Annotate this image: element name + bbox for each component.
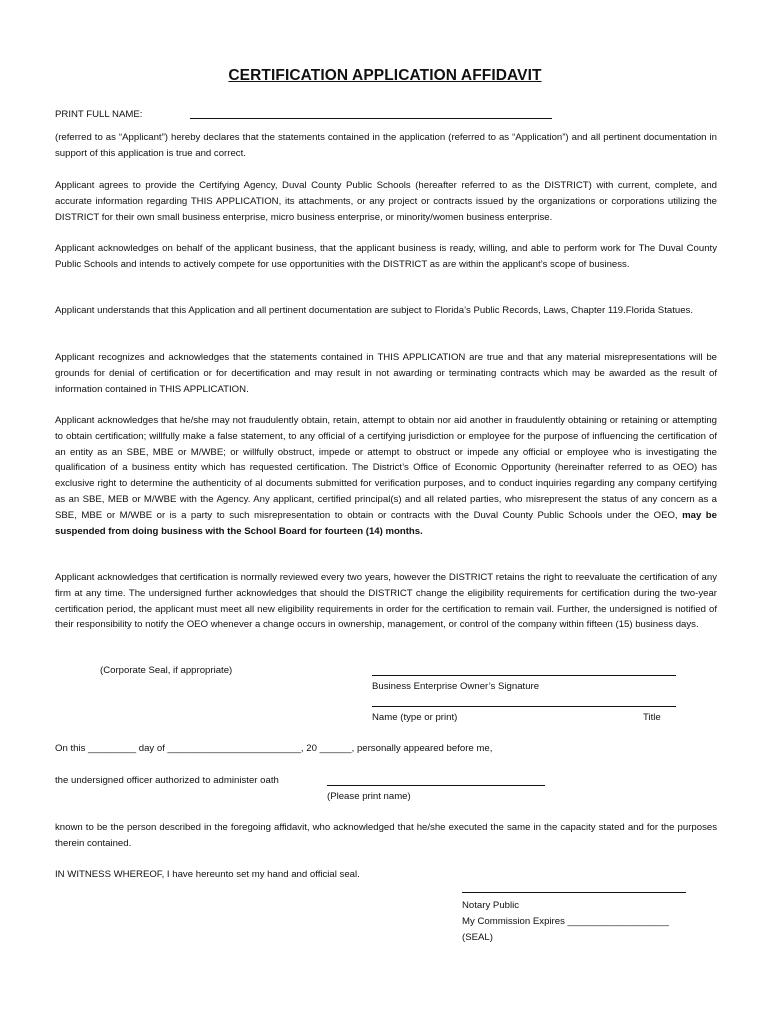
name-type-print-label: Name (type or print) [372, 712, 458, 723]
owner-signature-label: Business Enterprise Owner’s Signature [372, 681, 540, 692]
print-full-name-label: PRINT FULL NAME: [55, 109, 143, 120]
paragraph-review: Applicant acknowledges that certification is normally reviewed every two years, however the DISTRICT retains the right to reevaluate the certification of any firm at any time. The undersigned further acknowledges that should the DISTRICT change the eligibility requirements for certification during the two-year certification period, the applicant must meet all new eligibility requirements in order for the certification to remain vail. Further, the undersigned is notified of their responsibility to notify the OEO whenever a change occurs in ownership, management, or control of the company within fifteen (15) business days. [55, 572, 717, 631]
paragraph-known: known to be the person described in the foregoing affidavit, who acknowledged that he/she executed the same in the capacity stated and for the purposes therein contained. [55, 822, 717, 849]
on-this-day-line: On this _________ day of _________________________, 20 ______, personally appeared before me, [55, 743, 493, 754]
paragraph-misrepresentation: Applicant recognizes and acknowledges that the statements contained in THIS APPLICATION are true and that any material misrepresentations will be grounds for denial of certification or for decertification and may result in not awarding or terminating contracts which may be awarded as the result of information contained in THIS APPLICATION. [55, 352, 717, 395]
paragraph-fraud [55, 413, 717, 539]
seal-label: (SEAL) [462, 932, 493, 943]
name-title-line [372, 706, 676, 707]
officer-label: the undersigned officer authorized to administer oath [55, 775, 279, 786]
officer-name-line [327, 785, 545, 786]
paragraph-agreement: Applicant agrees to provide the Certifying Agency, Duval County Public Schools (hereafter referred to as the DISTRICT) with current, complete, and accurate information regarding THIS APPLICATION, its attachments, or any project or contracts issued by the organizations or corporations utilizing the DISTRICT for their own small business enterprise, micro business enterprise, or minority/women business enterprise. [55, 180, 717, 223]
witness-statement: IN WITNESS WHEREOF, I have hereunto set my hand and official seal. [55, 869, 360, 880]
notary-signature-line [462, 892, 686, 893]
paragraph-acknowledgement-business: Applicant acknowledges on behalf of the applicant business, that the applicant business is ready, willing, and able to perform work for The Duval County Public Schools and intends to actively compete for use opportunities with the DISTRICT as are within the applicant’s scope of business. [55, 243, 717, 270]
suspension-notice: may be suspended from doing business with the School Board for fourteen (14) months. [55, 509, 717, 537]
fraud-text: Applicant acknowledges that he/she may not fraudulently obtain, retain, attempt to obtain nor aid another in fraudulently obtaining or retaining or attempting to obtain certification; willfully make a false statement, to any official of a certifying jurisdiction or employee for the purpose of influencing the certification of an entity as an SBE, MBE or M/WBE; or willfully obstruct, impede or attempt to obstruct or impede any official or employee who is investigating the qualification of a business entity which has requested certification. The District’s Office of Economic Opportunity (hereinafter referred to as OEO) has exclusive right to determine the authenticity of al documents submitted for verification purposes, and to conduct inquiries regarding any company certifying as an SBE, MEB or M/WBE with the Agency. Any applicant, certified principal(s) and all related parties, who misrepresent the status of any concern as a SBE, MBE or M/WBE or is a party to such misrepresentation to obtain or contracts with the Duval County Public Schools under the OEO, [55, 415, 717, 521]
corporate-seal-label: (Corporate Seal, if appropriate) [100, 665, 233, 676]
owner-signature-line [372, 675, 676, 676]
commission-expires-label: My Commission Expires ___________________ [462, 916, 669, 927]
paragraph-public-records: Applicant understands that this Application and all pertinent documentation are subject to Florida’s Public Records, Laws, Chapter 119.Florida Statues. [55, 305, 693, 316]
paragraph-applicant-declaration: (referred to as “Applicant”) hereby declares that the statements contained in the application (referred to as “Application”) and all pertinent documentation in support of this application is true and correct. [55, 132, 717, 159]
print-full-name-line [190, 118, 552, 119]
please-print-name-label: (Please print name) [327, 791, 411, 802]
notary-public-label: Notary Public [462, 900, 520, 911]
document-title: CERTIFICATION APPLICATION AFFIDAVIT [228, 67, 542, 84]
title-label: Title [643, 712, 661, 723]
